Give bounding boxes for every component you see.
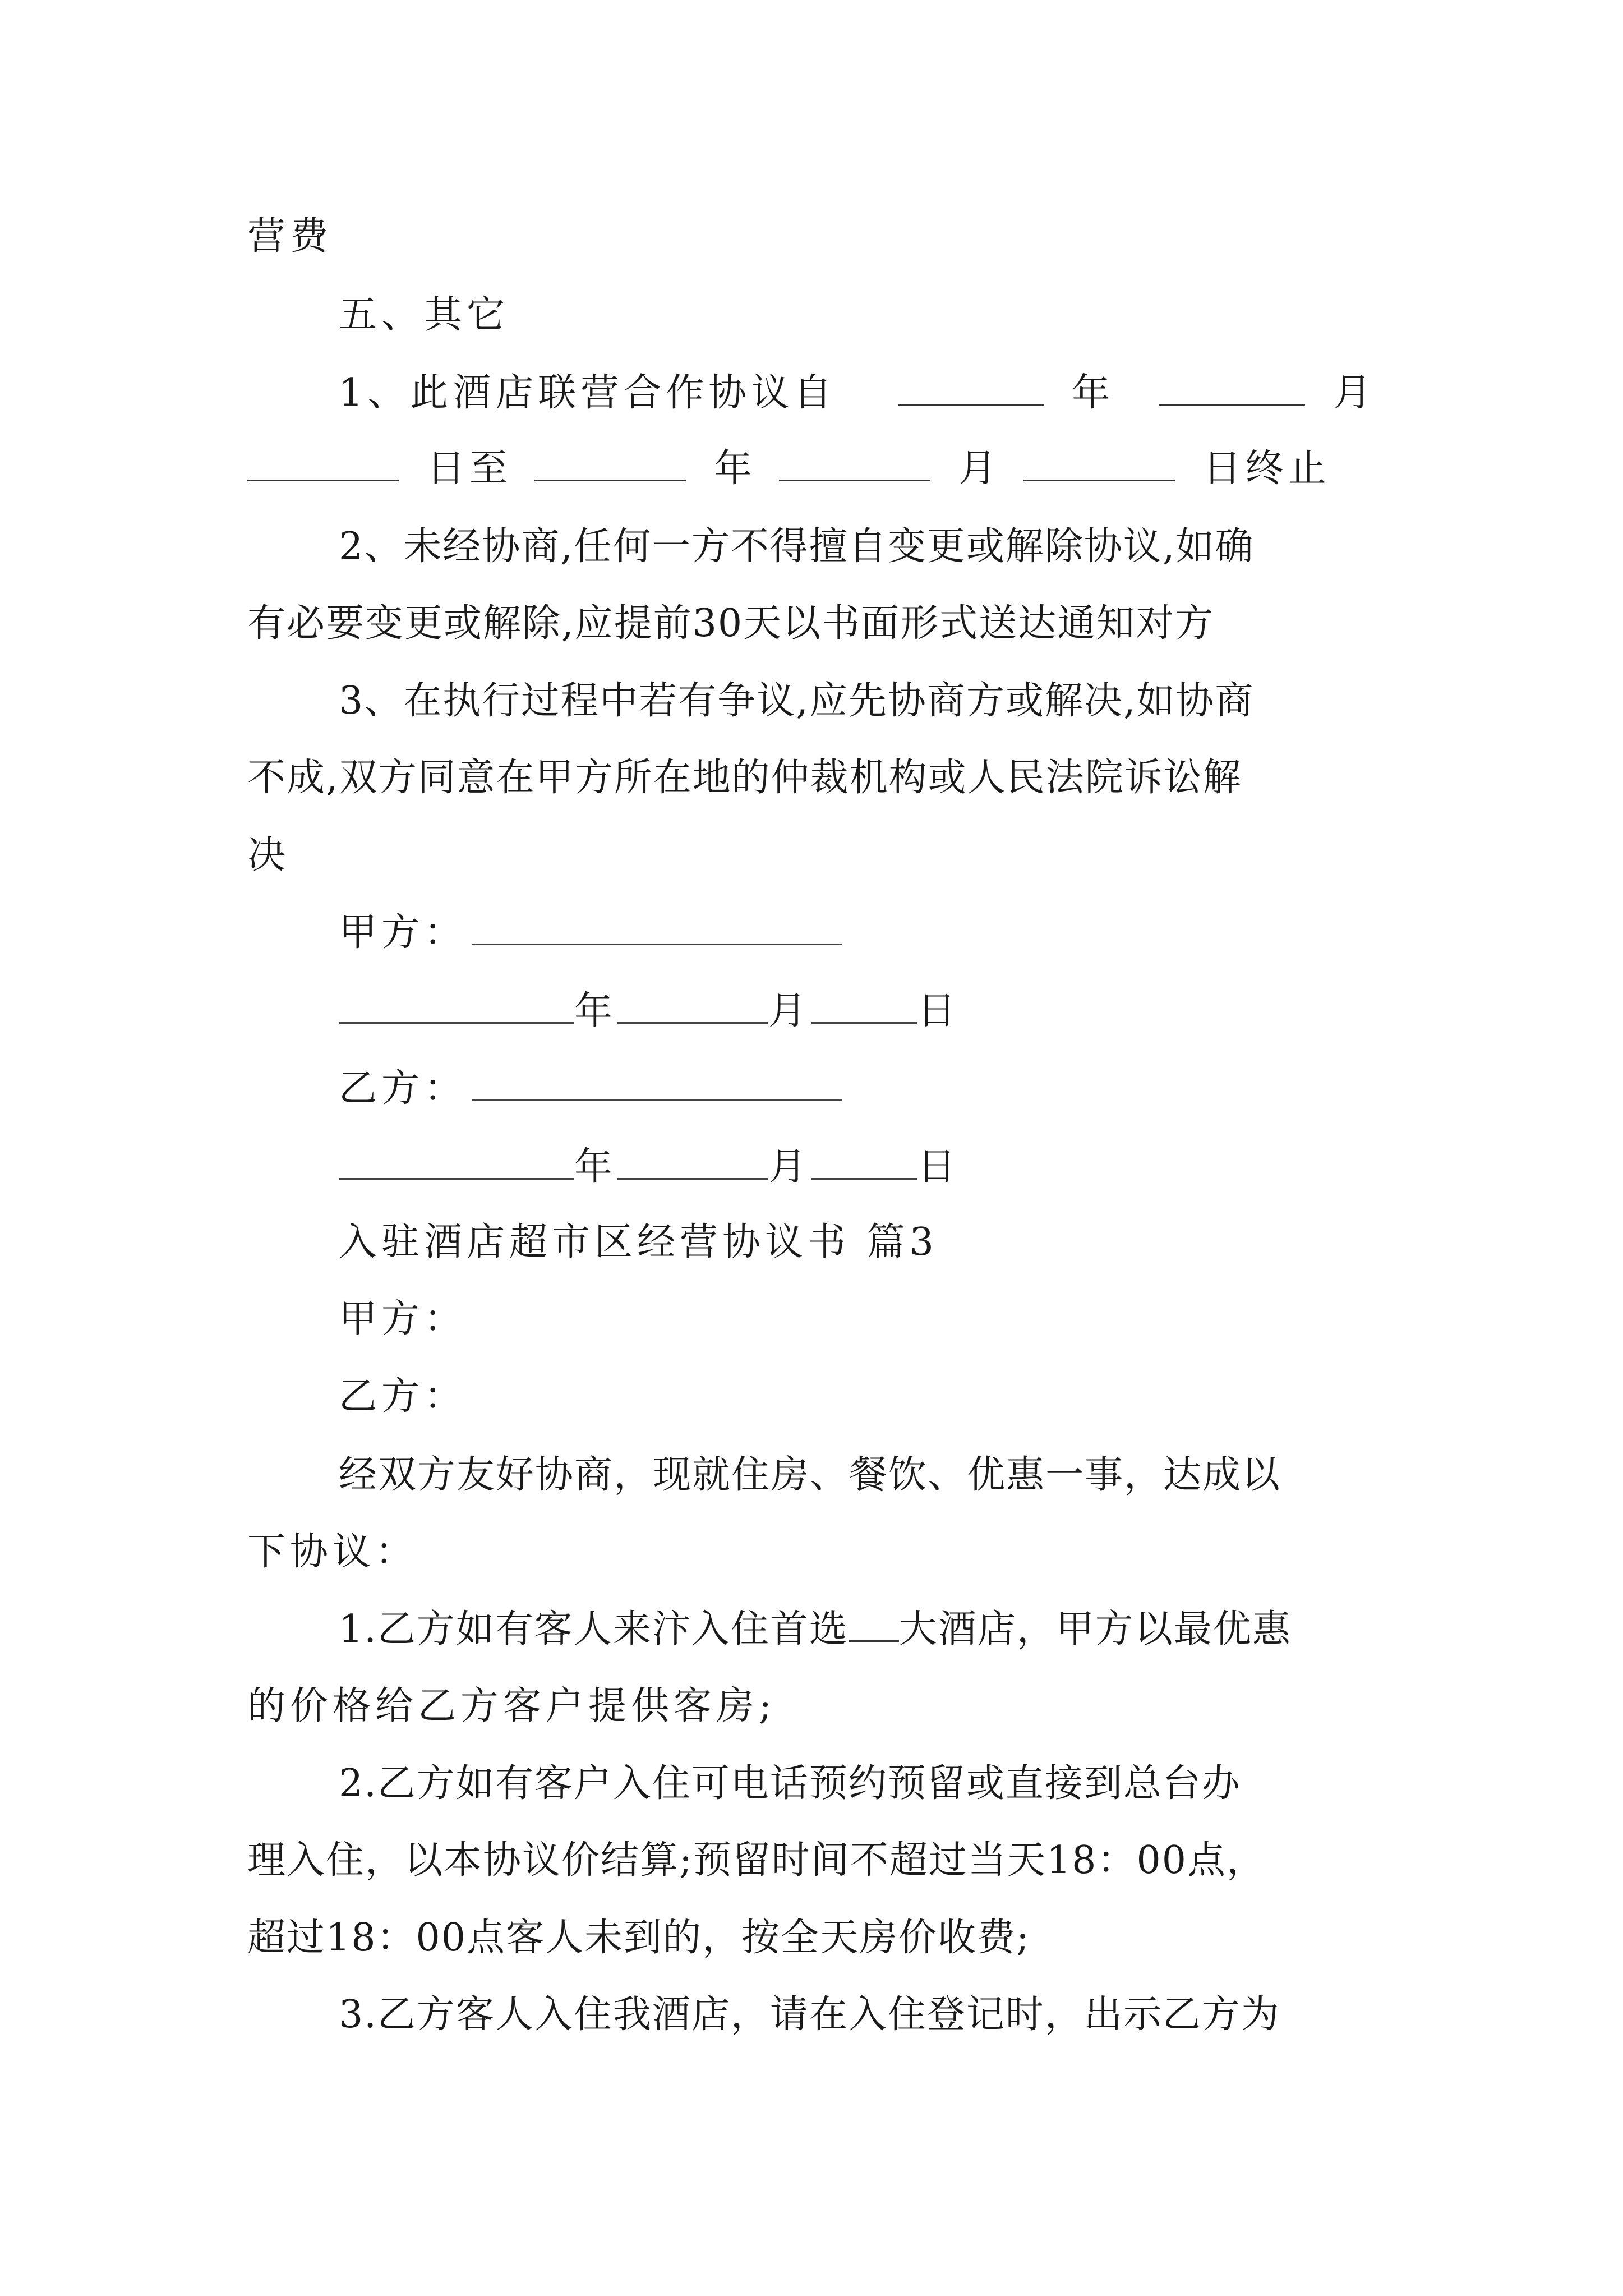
text-segment: 年 — [574, 1145, 617, 1189]
party-a-label: 甲方： — [339, 910, 467, 955]
party-a-signature-line — [339, 910, 842, 955]
party-b-date-line — [339, 1144, 960, 1190]
text-line — [339, 1761, 1241, 1806]
date-blank — [617, 988, 768, 1024]
date-blank — [339, 1144, 574, 1180]
text-line-content: 不成,双方同意在甲方所在地的仲裁机构或人民法院诉讼解 — [247, 756, 1242, 800]
signature-blank — [472, 910, 842, 945]
text-segment: 日 — [917, 1145, 961, 1189]
signature-blank — [472, 1066, 842, 1101]
section-heading-text: 五、其它 — [339, 293, 510, 337]
text-segment: 日至 — [427, 447, 513, 491]
text-line — [247, 214, 333, 259]
document-title — [339, 1220, 938, 1265]
text-line — [247, 833, 290, 878]
text-line — [339, 679, 1255, 724]
text-line-content: 决 — [247, 833, 291, 877]
text-segment: 月 — [958, 447, 1002, 491]
document-title-text: 入驻酒店超市区经营协议书 篇3 — [339, 1220, 938, 1264]
text-line — [247, 756, 1242, 800]
text-segment: 日终止 — [1203, 447, 1331, 491]
text-line — [247, 1916, 1030, 1961]
party-b-label: 乙方： — [339, 1066, 467, 1111]
party-b-line — [339, 1374, 467, 1419]
text-line-content: 超过18：00点客人未到的，按全天房价收费; — [247, 1916, 1030, 1960]
agreement-term-line — [247, 446, 1331, 491]
text-segment: 日 — [917, 989, 961, 1033]
date-blank — [811, 1144, 917, 1180]
party-b-signature-line — [339, 1066, 842, 1111]
party-a-label: 甲方： — [339, 1297, 467, 1341]
text-segment: 月 — [768, 1145, 811, 1189]
text-segment: 月 — [1333, 371, 1376, 415]
text-line — [247, 1530, 418, 1575]
text-line — [339, 1993, 1280, 2037]
date-blank — [811, 988, 917, 1024]
text-line-content: 2.乙方如有客户入住可电话预约预留或直接到总台办 — [339, 1761, 1241, 1806]
text-line-content: 营费 — [247, 214, 333, 259]
date-blank — [534, 446, 686, 481]
date-blank — [779, 446, 930, 481]
text-segment: 1.乙方如有客人来汴入住首选 — [339, 1607, 849, 1651]
text-line-content: 下协议： — [247, 1530, 418, 1574]
text-line — [339, 524, 1255, 569]
text-line — [339, 1453, 1281, 1498]
text-line-content: 2、未经协商,任何一方不得擅自变更或解除协议,如确 — [339, 524, 1255, 569]
date-blank — [617, 1144, 768, 1180]
text-line-content: 理入住，以本协议价结算;预留时间不超过当天18：00点， — [247, 1838, 1266, 1883]
date-blank — [1023, 446, 1175, 481]
party-a-line — [339, 1297, 467, 1342]
clause-1-line — [339, 1607, 1292, 1652]
date-blank — [1159, 370, 1305, 406]
party-a-date-line — [339, 988, 960, 1034]
text-line — [247, 601, 1214, 646]
text-line — [247, 1838, 1266, 1883]
text-segment: 年 — [714, 447, 757, 491]
text-segment: 大酒店，甲方以最优惠 — [898, 1607, 1292, 1651]
text-line-content: 有必要变更或解除,应提前30天以书面形式送达通知对方 — [247, 601, 1215, 646]
text-line-content: 3、在执行过程中若有争议,应先协商方或解决,如协商 — [339, 679, 1255, 723]
date-blank — [339, 988, 574, 1024]
date-blank — [898, 370, 1044, 406]
section-heading — [339, 293, 509, 338]
text-line — [247, 1684, 776, 1729]
text-line-content: 经双方友好协商，现就住房、餐饮、优惠一事，达成以 — [339, 1453, 1281, 1497]
text-segment: 月 — [768, 989, 811, 1033]
text-segment: 1、此酒店联营合作协议自 — [339, 371, 837, 415]
hotel-name-blank — [849, 1609, 899, 1642]
text-line-content: 3.乙方客人入住我酒店，请在入住登记时，出示乙方为 — [339, 1993, 1280, 2037]
date-blank — [247, 446, 399, 481]
text-segment: 年 — [1072, 371, 1115, 415]
text-segment: 年 — [574, 989, 617, 1033]
party-b-label: 乙方： — [339, 1374, 467, 1419]
text-line-content: 的价格给乙方客户提供客房; — [247, 1684, 776, 1728]
agreement-term-line — [339, 370, 1376, 416]
